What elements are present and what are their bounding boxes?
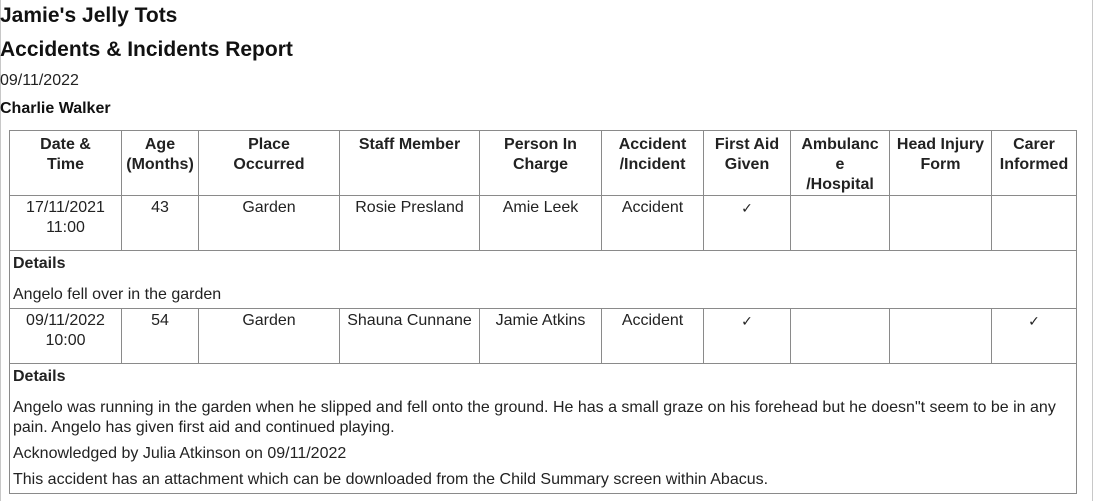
header-label-line: Informed: [999, 156, 1069, 173]
header-first-aid: [704, 131, 791, 196]
details-label: Details: [10, 364, 1077, 396]
table-row: [10, 309, 1077, 364]
cell-carer-informed: [992, 309, 1077, 364]
header-label-line: Charge: [512, 156, 569, 173]
header-label-line: Staff Member: [358, 136, 461, 153]
details-label-row: [10, 364, 1077, 396]
cell-ambulance: [791, 309, 890, 364]
cell-person-in-charge: Amie Leek: [480, 196, 602, 251]
details-row: [10, 395, 1077, 441]
cell-head-injury: [890, 196, 992, 251]
header-label-line: /Incident: [619, 156, 686, 173]
cell-first-aid: [704, 196, 791, 251]
cell-accident-incident: Accident: [602, 196, 704, 251]
accidents-table: [9, 130, 1077, 494]
details-row: [10, 441, 1077, 467]
details-text: This accident has an attachment which can be downloaded from the Child Summary screen within Abacus.: [10, 467, 1077, 494]
report-title: Accidents & Incidents Report: [0, 38, 293, 61]
details-text: Angelo fell over in the garden: [10, 282, 1077, 309]
header-date-time: [10, 131, 122, 196]
child-name: Charlie Walker: [0, 100, 111, 117]
cell-date-time: [10, 309, 122, 364]
details-row: [10, 467, 1077, 494]
header-label-line: Ambulanc: [801, 136, 879, 153]
header-label-line: Carer: [1013, 136, 1055, 153]
details-label-row: [10, 251, 1077, 283]
cell-person-in-charge: Jamie Atkins: [480, 309, 602, 364]
check-icon: ✓: [741, 200, 753, 216]
details-label: Details: [10, 251, 1077, 283]
header-label-line: Form: [920, 156, 961, 173]
cell-age: 54: [122, 309, 199, 364]
header-label-line: Given: [724, 156, 770, 173]
header-label-line: Date &: [40, 136, 91, 153]
details-text: Angelo was running in the garden when he slipped and fell onto the ground. He has a small graze on his forehead but he doesn"t seem to be in any pain. Angelo has given first aid and continued playing.: [10, 395, 1077, 441]
header-head-injury: [890, 131, 992, 196]
header-person-in-charge: [480, 131, 602, 196]
header-label-line: Accident: [618, 136, 687, 153]
cell-date-time: [10, 196, 122, 251]
header-label-line: Place: [248, 136, 290, 153]
cell-place: Garden: [199, 196, 340, 251]
header-label-line: e: [835, 156, 845, 173]
header-label-line: /Hospital: [806, 176, 874, 193]
header-label-line: Age: [144, 136, 176, 153]
entry-time: 10:00: [45, 332, 86, 349]
header-label-line: First Aid: [714, 136, 780, 153]
check-icon: ✓: [741, 313, 753, 329]
header-age: [122, 131, 199, 196]
header-label-line: (Months): [126, 156, 194, 173]
entry-date: 17/11/2021: [26, 199, 105, 216]
check-icon: ✓: [1028, 313, 1040, 329]
cell-age: 43: [122, 196, 199, 251]
cell-carer-informed: [992, 196, 1077, 251]
header-label-line: Person In: [504, 136, 577, 153]
details-text: Acknowledged by Julia Atkinson on 09/11/2022: [10, 441, 1077, 467]
header-label-line: Time: [46, 156, 85, 173]
details-row: [10, 282, 1077, 309]
table-header-row: [10, 131, 1077, 196]
header-carer-informed: [992, 131, 1077, 196]
nursery-name: Jamie's Jelly Tots: [0, 4, 178, 27]
cell-staff: Shauna Cunnane: [340, 309, 480, 364]
header-ambulance: [791, 131, 890, 196]
cell-first-aid: [704, 309, 791, 364]
cell-accident-incident: Accident: [602, 309, 704, 364]
cell-ambulance: [791, 196, 890, 251]
entry-time: 11:00: [46, 219, 85, 236]
header-staff: [340, 131, 480, 196]
header-accident-incident: [602, 131, 704, 196]
cell-place: Garden: [199, 309, 340, 364]
report-date: 09/11/2022: [0, 72, 79, 89]
entry-date: 09/11/2022: [26, 312, 105, 329]
cell-staff: Rosie Presland: [340, 196, 480, 251]
header-label-line: Occurred: [233, 156, 305, 173]
cell-head-injury: [890, 309, 992, 364]
header-label-line: Head Injury: [896, 136, 985, 153]
header-place: [199, 131, 340, 196]
table-row: [10, 196, 1077, 251]
